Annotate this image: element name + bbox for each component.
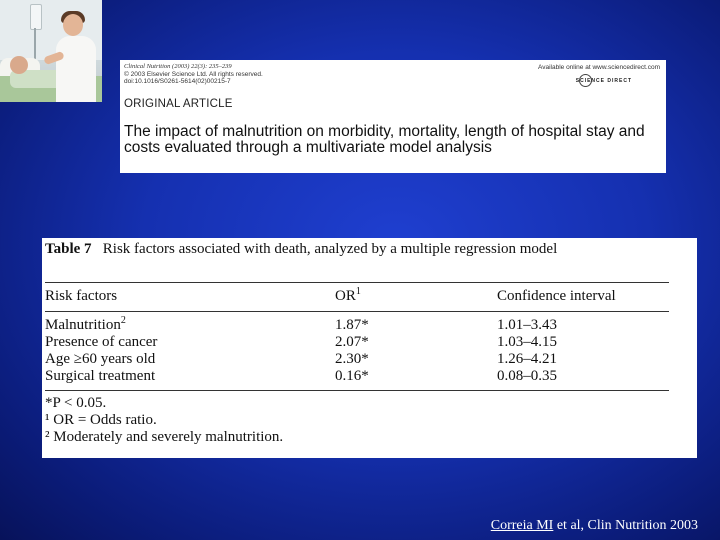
table-label: Table 7	[45, 241, 92, 257]
table-row	[45, 351, 669, 368]
citation-rest: et al, Clin Nutrition 2003	[553, 518, 698, 533]
table-caption-text: Risk factors associated with death, analyzed by a multiple regression model	[102, 241, 558, 257]
row-ci: 0.08–0.35	[497, 368, 557, 384]
results-table	[42, 238, 697, 458]
table-note: ² Moderately and severely malnutrition.	[45, 429, 284, 445]
row-or: 1.87*	[335, 317, 369, 333]
row-factor: Surgical treatment	[45, 368, 156, 384]
row-or: 2.07*	[335, 334, 369, 350]
sciencedirect-text: SCIENCE DIRECT	[575, 78, 632, 84]
article-header-image	[120, 60, 666, 173]
article-meta	[124, 63, 263, 86]
nurse-body	[56, 36, 96, 102]
row-ci: 1.26–4.21	[497, 351, 557, 367]
copyright-line: © 2003 Elsevier Science Ltd. All rights reserved.	[124, 70, 263, 78]
header-ci: Confidence interval	[497, 288, 616, 304]
table-rule-bottom	[45, 390, 669, 391]
patient-head	[10, 56, 28, 74]
table-row	[45, 334, 669, 351]
table-header-row	[45, 288, 669, 305]
row-ci: 1.03–4.15	[497, 334, 557, 350]
nurse-head	[63, 14, 83, 36]
table-note: *P < 0.05.	[45, 395, 107, 411]
table-caption	[45, 241, 685, 258]
journal-line: Clinical Nutrition (2003) 22(3): 235–239	[124, 63, 232, 70]
doi-line: doi:10.1016/S0261-5614(02)00215-7	[124, 78, 231, 86]
table-rule-top	[45, 282, 669, 283]
header-risk-factors: Risk factors	[45, 288, 118, 304]
table-rule-header	[45, 311, 669, 312]
row-factor: Presence of cancer	[45, 334, 158, 350]
citation-author-link[interactable]: Correia MI	[490, 518, 554, 533]
row-factor: Malnutrition	[45, 317, 121, 333]
row-or: 2.30*	[335, 351, 369, 367]
row-or: 0.16*	[335, 368, 369, 384]
table-note: ¹ OR = Odds ratio.	[45, 412, 157, 428]
table-row: Malnutrition$^2$ 1.87* 1.01–3.43	[45, 315, 557, 333]
table-row	[45, 368, 669, 385]
row-ci: 1.01–3.43	[497, 317, 557, 333]
citation	[491, 518, 698, 534]
section-label: ORIGINAL ARTICLE	[124, 98, 233, 110]
nurse-patient-photo	[0, 0, 102, 102]
article-title: The impact of malnutrition on morbidity, mortality, length of hospital stay and costs evaluated through a multivariate model analysis	[124, 123, 645, 156]
row-factor: Age ≥60 years old	[45, 351, 156, 367]
iv-bag-icon	[30, 4, 42, 30]
available-online: Available online at www.sciencedirect.com	[538, 64, 660, 71]
header-or: $OR^1$	[335, 286, 361, 304]
